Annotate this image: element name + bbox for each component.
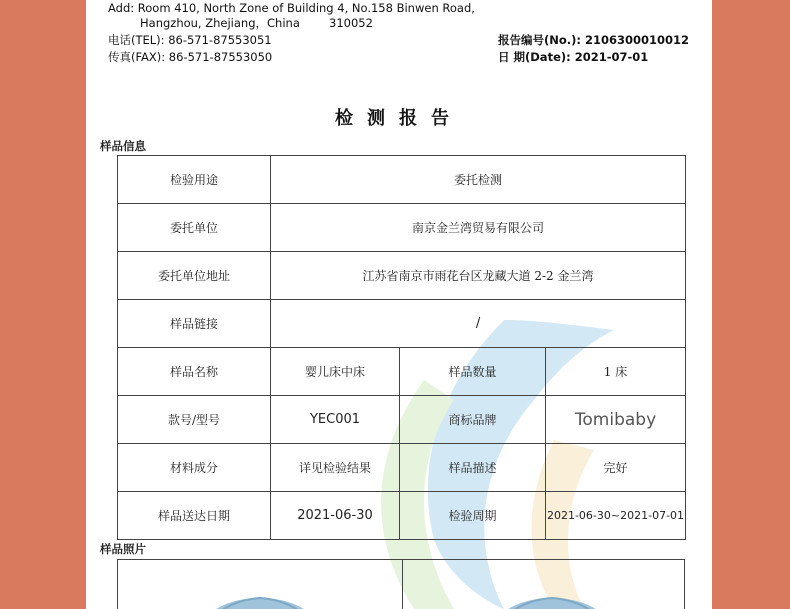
sample-info-table [117,155,686,540]
purpose-value: 委托检测 [271,156,686,204]
sample-link-label: 样品链接 [118,300,271,348]
table-row [118,348,686,396]
sample-name-value: 婴儿床中床 [271,348,400,396]
client-label: 委托单位 [118,204,271,252]
table-row [118,204,686,252]
page-title: 检测报告 [335,108,463,129]
description-label: 样品描述 [400,444,546,492]
delivery-date-label: 样品送达日期 [118,492,271,540]
delivery-date-value: 2021-06-30 [271,492,400,540]
report-date: 日 期(Date): 2021-07-01 [498,50,649,64]
sample-photo-1 [200,580,320,609]
client-address-value: 江苏省南京市雨花台区龙藏大道 2-2 金兰湾 [271,252,686,300]
table-row [118,396,686,444]
report-number: 报告编号(No.): 2106300010012 [498,33,690,47]
table-row [118,300,686,348]
sample-photos-label: 样品照片 [100,542,146,556]
description-value: 完好 [546,444,686,492]
sample-qty-value: 1 床 [546,348,686,396]
purpose-label: 检验用途 [118,156,271,204]
sample-qty-label: 样品数量 [400,348,546,396]
sample-photos-box [117,559,685,609]
table-row [118,444,686,492]
model-label: 款号/型号 [118,396,271,444]
table-row [118,492,686,540]
client-address-label: 委托单位地址 [118,252,271,300]
postcode: 310052 [329,16,373,30]
brand-label: 商标品牌 [400,396,546,444]
table-row [118,156,686,204]
tel-line: 电话(TEL): 86-571-87553051 [108,33,272,47]
address-line-2: Hangzhou, Zhejiang，China [140,16,300,30]
material-label: 材料成分 [118,444,271,492]
table-row [118,252,686,300]
test-period-value: 2021-06-30~2021-07-01 [546,492,686,540]
photos-divider [402,560,403,609]
address-line-1: Add: Room 410, North Zone of Building 4, No.158 Binwen Road, [108,1,475,15]
sample-info-label: 样品信息 [100,139,146,153]
fax-line: 传真(FAX): 86-571-87553050 [108,50,273,64]
sample-photo-2 [492,580,612,609]
model-value: YEC001 [271,396,400,444]
sample-name-label: 样品名称 [118,348,271,396]
sample-link-value: / [271,300,686,348]
client-value: 南京金兰湾贸易有限公司 [271,204,686,252]
report-document [86,0,712,609]
test-period-label: 检验周期 [400,492,546,540]
material-value: 详见检验结果 [271,444,400,492]
brand-value: Tomibaby [546,396,686,444]
